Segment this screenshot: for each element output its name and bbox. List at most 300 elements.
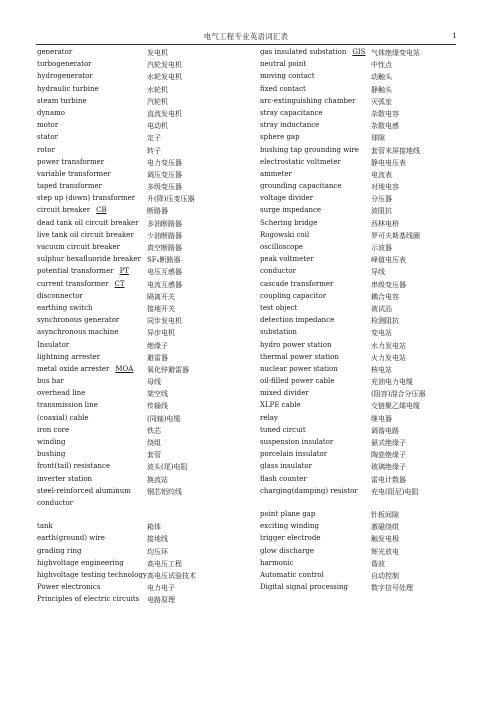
- english-term: [37, 522, 53, 530]
- glossary-entry: [260, 158, 460, 170]
- english-term: [37, 292, 83, 300]
- chinese-term: 直流发电机: [147, 109, 182, 118]
- english-term-text: thermal power station: [260, 352, 339, 361]
- english-term-text: motor: [37, 121, 59, 130]
- english-term: [37, 475, 92, 483]
- english-term: [260, 133, 300, 141]
- english-term: [37, 133, 58, 141]
- glossary-entry: [37, 438, 247, 450]
- english-term: [37, 170, 111, 178]
- english-term: [37, 267, 129, 275]
- glossary-entry: [260, 462, 460, 474]
- glossary-entry: [37, 109, 247, 121]
- english-term: [37, 182, 102, 190]
- glossary-entry: [260, 401, 460, 413]
- chinese-term: 水力发电站: [371, 341, 406, 350]
- glossary-entry: [37, 559, 247, 571]
- right-glossary-column: [260, 48, 460, 595]
- chinese-term: 电动机: [147, 122, 168, 131]
- english-term-text: stator: [37, 133, 58, 142]
- english-term: [37, 328, 118, 336]
- term-abbreviation: CB: [96, 206, 107, 215]
- english-term: [260, 450, 327, 458]
- glossary-entry: [37, 170, 247, 182]
- glossary-entry: [37, 401, 247, 413]
- english-term: [37, 426, 69, 434]
- glossary-entry: [260, 510, 460, 522]
- glossary-entry: [260, 182, 460, 194]
- chinese-term: 变电站: [371, 329, 392, 338]
- term-abbreviation: PT: [119, 267, 129, 276]
- english-term: [37, 146, 55, 154]
- chinese-term: (阻容)混合分压器: [371, 390, 426, 399]
- english-term-text: asynchronous machine: [37, 328, 119, 337]
- glossary-entry: [37, 499, 247, 511]
- english-term-text: Insulator: [37, 340, 70, 349]
- glossary-entry: [260, 534, 460, 546]
- glossary-entry: [37, 182, 247, 194]
- english-term-text: electrostatic voltmeter: [260, 157, 341, 166]
- english-term-text: glow discharge: [260, 546, 315, 555]
- chinese-term: 耦合电容: [371, 292, 399, 301]
- english-term: [260, 534, 321, 542]
- english-term: [37, 85, 99, 93]
- glossary-entry: [260, 559, 460, 571]
- glossary-entry: [260, 170, 460, 182]
- english-term-text: current transformer: [37, 279, 109, 288]
- chinese-term: 调谐电路: [371, 426, 399, 435]
- english-term: [260, 426, 306, 434]
- chinese-term: 铁芯: [147, 426, 161, 435]
- english-term: [37, 534, 105, 542]
- term-abbreviation: CT: [114, 279, 125, 288]
- english-term: [260, 72, 315, 80]
- chinese-term: 电流表: [371, 170, 392, 179]
- chinese-term: 自动控制: [371, 571, 399, 580]
- chinese-term: 静触头: [371, 85, 392, 94]
- english-term-text: lightning arrester: [37, 352, 101, 361]
- chinese-term: 氧化锌避雷器: [147, 365, 189, 374]
- english-term: [37, 48, 72, 56]
- english-term-text: tuned circuit: [260, 425, 306, 434]
- english-term-text: porcelain insulator: [260, 450, 328, 459]
- english-term: [260, 231, 309, 239]
- english-term-text: Rogowski coil: [260, 230, 310, 239]
- english-term-text: variable transformer: [37, 169, 111, 178]
- english-term-text: generator: [37, 48, 73, 56]
- glossary-entry: [260, 522, 460, 534]
- english-term: [37, 97, 87, 105]
- glossary-entry: [37, 146, 247, 158]
- chinese-term: 中性点: [371, 61, 392, 70]
- chinese-term: 电压互感器: [147, 268, 182, 277]
- english-term-text: neutral point: [260, 60, 307, 69]
- glossary-entry: [260, 146, 460, 158]
- glossary-entry: [260, 304, 460, 316]
- english-term-text: coupling capacitor: [260, 291, 327, 300]
- english-term-text: gas insulated substation: [260, 48, 347, 56]
- chinese-term: 触发电极: [371, 535, 399, 544]
- english-term: [37, 341, 69, 349]
- chinese-term: 动触头: [371, 73, 392, 82]
- english-term-text: step up (down) transformer: [37, 194, 136, 203]
- term-abbreviation: GIS: [352, 48, 366, 56]
- glossary-entry: [37, 121, 247, 133]
- english-term: [260, 401, 301, 409]
- english-term: [260, 583, 348, 591]
- english-term-text: power transformer: [37, 157, 105, 166]
- english-term-text: sphere gap: [260, 133, 300, 142]
- chinese-term: 陶瓷绝缘子: [371, 451, 406, 460]
- glossary-entry: [37, 341, 247, 353]
- english-term-text: metal oxide arrester: [37, 364, 110, 373]
- english-term-text: Schering bridge: [260, 218, 318, 227]
- english-term-text: live tank oil circuit breaker: [37, 230, 134, 239]
- chinese-term: 西林电桥: [371, 219, 399, 228]
- glossary-entry: [37, 365, 247, 377]
- english-term: [260, 97, 355, 105]
- english-term-text: dead tank oil circuit breaker: [37, 218, 139, 227]
- glossary-entry: [37, 243, 247, 255]
- english-term-text: earthing switch: [37, 303, 93, 312]
- english-term: [260, 267, 296, 275]
- glossary-entry: [260, 583, 460, 595]
- glossary-entry: [260, 206, 460, 218]
- english-term: [260, 170, 292, 178]
- chinese-term: 示波器: [371, 244, 392, 252]
- english-term: [260, 292, 326, 300]
- chinese-term: 电流互感器: [147, 280, 182, 289]
- english-term-text: point plane gap: [260, 509, 316, 518]
- chinese-term: 发电机: [147, 49, 168, 57]
- chinese-term: 高电压工程: [147, 559, 182, 568]
- chinese-term: 气体绝缘变电站: [371, 49, 420, 57]
- glossary-entry: [37, 292, 247, 304]
- chinese-term: 绝缘子: [147, 341, 168, 350]
- glossary-entry: [260, 571, 460, 583]
- english-term: [260, 510, 315, 518]
- glossary-entry: [260, 219, 460, 231]
- glossary-entry: [37, 158, 247, 170]
- glossary-entry: [37, 583, 247, 595]
- glossary-entry: [37, 389, 247, 401]
- english-term-text: grading ring: [37, 546, 82, 555]
- chinese-term: 核电站: [371, 365, 392, 374]
- english-term-text: arc-extinguishing chamber: [260, 96, 356, 105]
- glossary-entry: [37, 97, 247, 109]
- glossary-entry: [260, 60, 460, 72]
- english-term-text: earth(ground) wire: [37, 534, 105, 543]
- glossary-entry: [260, 121, 460, 133]
- english-term: [260, 206, 321, 214]
- english-term: [260, 48, 365, 56]
- glossary-entry: [260, 231, 460, 243]
- chinese-term: 断路器: [147, 207, 168, 216]
- english-term-text: stray inductance: [260, 121, 320, 130]
- chinese-term: 架空线: [147, 390, 168, 399]
- chinese-term: 接地开关: [147, 304, 175, 313]
- english-term-text: dynamo: [37, 108, 65, 117]
- chinese-term: 谐波: [371, 559, 385, 568]
- english-term: [260, 85, 306, 93]
- english-term: [37, 365, 133, 373]
- english-term: [37, 414, 89, 422]
- chinese-term: 充油电力电缆: [371, 378, 413, 387]
- chinese-term: 接地线: [147, 535, 168, 544]
- glossary-entry: [260, 377, 460, 389]
- chinese-term: 检测阻抗: [371, 317, 399, 326]
- chinese-term: 定子: [147, 134, 161, 143]
- glossary-entry: [37, 280, 247, 292]
- glossary-entry: [37, 304, 247, 316]
- english-term-text: mixed divider: [260, 389, 309, 398]
- term-abbreviation: MOA: [115, 364, 134, 373]
- english-term-text: XLPE cable: [260, 401, 301, 410]
- chinese-term: 均压环: [147, 547, 168, 556]
- english-term: [37, 401, 98, 409]
- english-term: [37, 547, 82, 555]
- glossary-entry: [260, 72, 460, 84]
- glossary-entry: [37, 194, 247, 206]
- english-term-text: grounding capacitance: [260, 182, 342, 191]
- chinese-term: 导线: [371, 268, 385, 277]
- english-term-text: steam turbine: [37, 96, 87, 105]
- english-term-text: relay: [260, 413, 278, 422]
- chinese-term: 电力电子: [147, 584, 175, 593]
- english-term: [260, 414, 278, 422]
- english-term: [37, 60, 92, 68]
- english-term: [260, 571, 324, 579]
- english-term: [37, 571, 147, 579]
- chinese-term: 玻璃绝缘子: [371, 463, 406, 472]
- english-term: [260, 547, 314, 555]
- chinese-term: 分压器: [371, 195, 392, 204]
- glossary-entry: [37, 72, 247, 84]
- glossary-entry: [37, 450, 247, 462]
- english-term: [260, 487, 358, 495]
- chinese-term: 波头(尾)电阻: [147, 463, 188, 472]
- chinese-term: 球隙: [371, 134, 385, 143]
- glossary-entry: [260, 267, 460, 279]
- chinese-term: 真空断路器: [147, 244, 182, 252]
- english-term: [37, 353, 100, 361]
- english-term-text: bus bar: [37, 377, 64, 386]
- english-term-text: (coaxial) cable: [37, 413, 89, 422]
- english-term-text: transmission line: [37, 401, 98, 410]
- english-term: [260, 522, 319, 530]
- english-term: [37, 255, 141, 263]
- english-term: [260, 328, 297, 336]
- english-term: [260, 182, 341, 190]
- chinese-term: 雷电计数器: [371, 475, 406, 484]
- chinese-term: 激磁绕组: [371, 523, 399, 532]
- english-term: [37, 438, 65, 446]
- english-term: [37, 559, 124, 567]
- chinese-term: 继电器: [371, 414, 392, 423]
- glossary-entry: [260, 341, 460, 353]
- glossary-entry: [260, 85, 460, 97]
- glossary-entry: [37, 255, 247, 267]
- glossary-entry: [37, 219, 247, 231]
- glossary-entry: [260, 353, 460, 365]
- glossary-entry: [37, 462, 247, 474]
- english-term-text: synchronous generator: [37, 316, 120, 325]
- chinese-term: 辉光放电: [371, 547, 399, 556]
- english-term: [260, 475, 307, 483]
- english-term-text: conductor: [260, 267, 296, 276]
- document-title: 电气工程专业英语词汇表: [203, 32, 289, 41]
- glossary-entry: [37, 414, 247, 426]
- english-term-text: harmonic: [260, 558, 294, 567]
- english-term: [260, 121, 319, 129]
- chinese-term: 悬式绝缘子: [371, 439, 406, 447]
- english-term: [260, 158, 341, 166]
- glossary-entry: [37, 534, 247, 546]
- english-term: [260, 559, 294, 567]
- english-term-text: hydro power station: [260, 340, 332, 349]
- glossary-entry: [260, 133, 460, 145]
- english-term: [260, 109, 323, 117]
- chinese-term: 峰值电压表: [371, 256, 406, 265]
- chinese-term: 针板间隙: [371, 510, 399, 519]
- english-term: [37, 462, 110, 470]
- chinese-term: 充电(阻尼)电阻: [371, 487, 419, 496]
- chinese-term: 高电压试验技术: [147, 571, 196, 580]
- english-term: [37, 206, 107, 214]
- glossary-entry: [37, 475, 247, 487]
- english-term-text: inverter station: [37, 474, 93, 483]
- english-term-text: oil-filled power cable: [260, 377, 335, 386]
- chinese-term: 水轮发电机: [147, 73, 182, 82]
- chinese-term: 水轮机: [147, 85, 168, 94]
- english-term: [260, 341, 331, 349]
- chinese-term: 隔离开关: [147, 292, 175, 301]
- glossary-entry: [260, 292, 460, 304]
- chinese-term: 火力发电站: [371, 353, 406, 362]
- english-term-text: exciting winding: [260, 522, 319, 531]
- english-term: [37, 499, 73, 507]
- glossary-entry: [37, 48, 247, 60]
- chinese-term: 串级变压器: [371, 280, 406, 289]
- chinese-term: 交链聚乙烯电缆: [371, 402, 420, 411]
- english-term: [260, 389, 309, 397]
- english-term: [37, 72, 93, 80]
- english-term-text: surge impedance: [260, 206, 322, 215]
- english-term-text: winding: [37, 438, 66, 446]
- english-term-text: rotor: [37, 145, 55, 154]
- english-term-text: detection impedance: [260, 316, 335, 325]
- english-term-text: suspension insulator: [260, 438, 334, 446]
- english-term: [37, 194, 135, 202]
- glossary-entry: [260, 389, 460, 401]
- chinese-term: SF₆断路器: [147, 256, 181, 265]
- english-term: [260, 316, 334, 324]
- english-term-text: taped transformer: [37, 182, 103, 191]
- english-term-text: highvoltage testing technology: [37, 570, 147, 579]
- english-term: [260, 60, 306, 68]
- chinese-term: 汽轮发电机: [147, 61, 182, 70]
- glossary-entry: [260, 255, 460, 267]
- english-term-text: peak voltmeter: [260, 255, 314, 264]
- english-term-text: fixed contact: [260, 84, 306, 93]
- english-term-text: tank: [37, 522, 53, 531]
- english-term-text: moving contact: [260, 72, 315, 81]
- english-term-text: flash counter: [260, 474, 307, 483]
- glossary-entry: [37, 522, 247, 534]
- english-term-text: Principles of electric circuits: [37, 595, 140, 604]
- english-term: [37, 280, 125, 288]
- english-term-text: trigger electrode: [260, 534, 321, 543]
- glossary-entry: [37, 547, 247, 559]
- english-term-text: circuit breaker: [37, 206, 91, 215]
- chinese-term: 套管末屏接地线: [371, 146, 420, 155]
- chinese-term: 少油断路器: [147, 231, 182, 240]
- chinese-term: 汽轮机: [147, 97, 168, 106]
- chinese-term: 母线: [147, 378, 161, 387]
- chinese-term: 传输线: [147, 402, 168, 411]
- english-term: [37, 243, 120, 251]
- english-term-text: highvoltage engineering: [37, 558, 124, 567]
- english-term-text: oscilloscope: [260, 243, 304, 251]
- chinese-term: 电路原理: [147, 596, 175, 605]
- english-term-text: ammeter: [260, 169, 292, 178]
- chinese-term: 套管: [147, 451, 161, 460]
- english-term-text: hydraulic turbine: [37, 84, 99, 93]
- english-term-text: bushing: [37, 450, 66, 459]
- chinese-term: 避雷器: [147, 353, 168, 362]
- glossary-entry: [37, 85, 247, 97]
- english-term-text: test object: [260, 303, 298, 312]
- glossary-entry: [260, 97, 460, 109]
- english-term: [260, 194, 313, 202]
- english-term: [260, 365, 338, 373]
- glossary-entry: [260, 243, 460, 255]
- english-term: [260, 219, 317, 227]
- english-term: [260, 255, 314, 263]
- english-term: [37, 389, 85, 397]
- english-term-text: potential transformer: [37, 267, 114, 276]
- chinese-term: 钢芯铝绞线: [147, 487, 182, 496]
- glossary-entry: [37, 426, 247, 438]
- english-term: [37, 219, 138, 227]
- glossary-entry: [37, 60, 247, 72]
- glossary-entry: [37, 487, 247, 499]
- english-term-text: sulphur hexafluoride breaker: [37, 255, 141, 264]
- chinese-term: 灭弧室: [371, 97, 392, 106]
- glossary-entry: [37, 595, 247, 607]
- chinese-term: 被试品: [371, 304, 392, 313]
- glossary-entry: [37, 206, 247, 218]
- english-term-text: hydrogenerator: [37, 72, 93, 81]
- glossary-entry: [260, 426, 460, 438]
- chinese-term: 升(降)压变压器: [147, 195, 195, 204]
- chinese-term: 对地电容: [371, 183, 399, 192]
- glossary-entry: [37, 316, 247, 328]
- english-term: [260, 438, 333, 446]
- chinese-term: 杂散电容: [371, 109, 399, 118]
- english-term-text: vacuum circuit breaker: [37, 243, 121, 251]
- glossary-entry: [260, 280, 460, 292]
- english-term-text: overhead line: [37, 389, 86, 398]
- chinese-term: 多油断路器: [147, 219, 182, 228]
- chinese-term: 静电电压表: [371, 158, 406, 167]
- glossary-entry: [260, 450, 460, 462]
- english-term: [260, 353, 339, 361]
- english-term: [37, 231, 134, 239]
- chinese-term: 罗可夫斯基线圈: [371, 231, 420, 240]
- english-term: [260, 377, 334, 385]
- english-term: [37, 450, 65, 458]
